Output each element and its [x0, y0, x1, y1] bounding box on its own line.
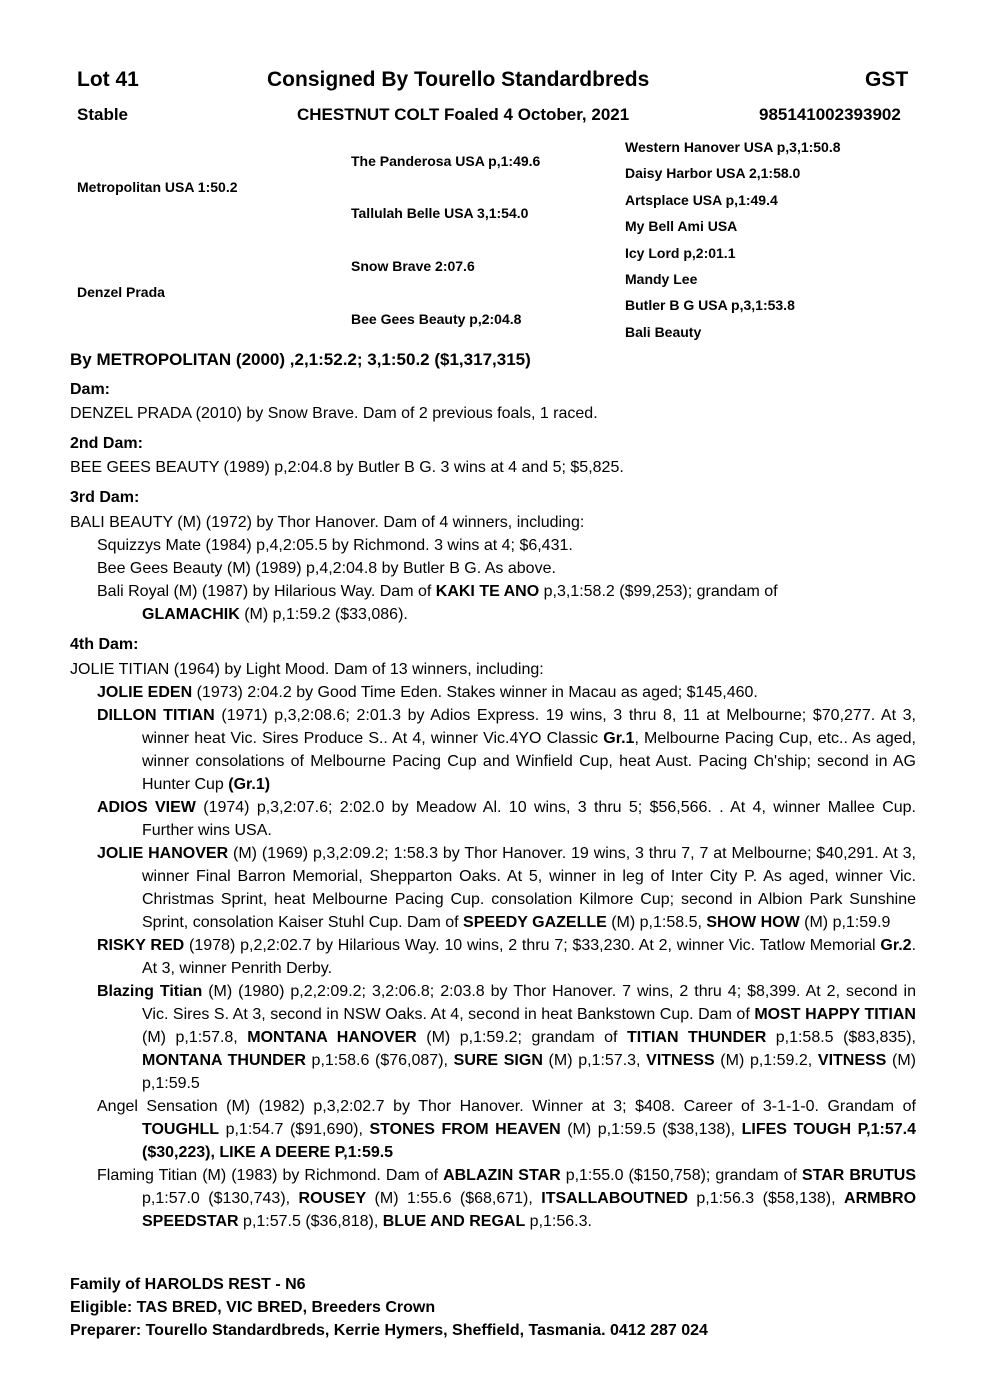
- fourth-dam-block: [70, 658, 916, 1233]
- dam-heading: Dam:: [70, 381, 111, 398]
- pedigree-g5: Icy Lord p,2:01.1: [625, 245, 736, 261]
- second-dam-heading: 2nd Dam:: [70, 435, 143, 452]
- second-dam-text: BEE GEES BEAUTY (1989) p,2:04.8 by Butler B G. 3 wins at 4 and 5; $5,825.: [70, 459, 624, 476]
- fourth-dam-heading: 4th Dam:: [70, 636, 139, 653]
- progeny-risky-red: RISKY RED (1978) p,2,2:02.7 by Hilarious Way. 10 wins, 2 thru 7; $33,230. At 2, winner Vic. Tatlow Memorial Gr.2. At 3, winner Penrith Derby.: [97, 937, 917, 977]
- lot-number: Lot 41: [77, 68, 139, 91]
- pedigree-g4: My Bell Ami USA: [625, 218, 738, 234]
- third-dam-block: [70, 511, 916, 626]
- pedigree-sire: Metropolitan USA 1:50.2: [77, 179, 238, 195]
- pedigree-g2: Daisy Harbor USA 2,1:58.0: [625, 165, 801, 181]
- progeny-flaming-titian: Flaming Titian (M) (1983) by Richmond. Dam of ABLAZIN STAR p,1:55.0 ($150,758); grandam of STAR BRUTUS p,1:57.0 ($130,743), ROUSEY (M) 1:55.6 ($68,671), ITSALLABOUTNED p,1:56.3 ($58,138), ARMBRO SPEEDSTAR p,1:57.5 ($36,818), BLUE AND REGAL p,1:56.3.: [97, 1167, 917, 1230]
- progeny-angel-sensation: Angel Sensation (M) (1982) p,3,2:02.7 by Thor Hanover. Winner at 3; $408. Career of 3-1-1-0. Grandam of TOUGHLL p,1:54.7 ($91,690), STONES FROM HEAVEN (M) p,1:59.5 ($38,138), LIFES TOUGH P,1:57.4 ($30,223), LIKE A DEERE P,1:59.5: [97, 1098, 916, 1161]
- pedigree-g3: Artsplace USA p,1:49.4: [625, 192, 778, 208]
- pedigree-g6: Mandy Lee: [625, 271, 698, 287]
- pedigree-g1: Western Hanover USA p,3,1:50.8: [625, 139, 841, 155]
- third-dam-heading: 3rd Dam:: [70, 489, 140, 506]
- stable-label: Stable: [77, 105, 129, 124]
- pedigree-g8: Bali Beauty: [625, 324, 702, 340]
- gst-label: GST: [865, 68, 909, 91]
- pedigree-sire-dam: Tallulah Belle USA 3,1:54.0: [351, 205, 529, 221]
- pedigree-sire-sire: The Panderosa USA p,1:49.6: [351, 153, 541, 169]
- third-dam-entry-3: Bali Royal (M) (1987) by Hilarious Way. Dam of KAKI TE ANO p,3,1:58.2 ($99,253); grandam of GLAMACHIK (M) p,1:59.2 ($33,086).: [97, 583, 778, 623]
- pedigree-dam-dam: Bee Gees Beauty p,2:04.8: [351, 311, 522, 327]
- progeny-dillon-titian: DILLON TITIAN (1971) p,3,2:08.6; 2:01.3 by Adios Express. 19 wins, 3 thru 8, 11 at Melbourne; $70,277. At 3, winner heat Vic. Sires Produce S.. At 4, winner Vic.4YO Classic Gr.1, Melbourne Pacing Cup, etc.. As aged, winner consolations of Melbourne Pacing Cup and Winfield Cup, heat Aust. Pacing Ch'ship; second in AG Hunter Cup (Gr.1): [97, 707, 917, 793]
- pedigree-dam-sire: Snow Brave 2:07.6: [351, 258, 475, 274]
- third-dam-entry-1: Squizzys Mate (1984) p,4,2:05.5 by Richmond. 3 wins at 4; $6,431.: [97, 537, 573, 554]
- family-line: Family of HAROLDS REST - N6: [70, 1276, 306, 1293]
- progeny-blazing-titian: Blazing Titian (M) (1980) p,2,2:09.2; 3,2:06.8; 2:03.8 by Thor Hanover. 7 wins, 2 thru 4; $8,399. At 2, second in Vic. Sires S. At 3, second in NSW Oaks. At 4, second in heat Bankstown Cup. Dam of MOST HAPPY TITIAN (M) p,1:57.8, MONTANA HANOVER (M) p,1:59.2; grandam of TITIAN THUNDER p,1:58.5 ($83,835), MONTANA THUNDER p,1:58.6 ($76,087), SURE SIGN (M) p,1:57.3, VITNESS (M) p,1:59.2, VITNESS (M) p,1:59.5: [97, 983, 917, 1092]
- consignor: Consigned By Tourello Standardbreds: [267, 68, 650, 91]
- horse-description: CHESTNUT COLT Foaled 4 October, 2021: [297, 105, 630, 124]
- fourth-dam-text: JOLIE TITIAN (1964) by Light Mood. Dam of 13 winners, including:: [70, 661, 544, 678]
- sire-line: By METROPOLITAN (2000) ,2,1:52.2; 3,1:50.2 ($1,317,315): [70, 350, 531, 369]
- third-dam-entry-2: Bee Gees Beauty (M) (1989) p,4,2:04.8 by Butler B G. As above.: [97, 560, 556, 577]
- preparer-line: Preparer: Tourello Standardbreds, Kerrie Hymers, Sheffield, Tasmania. 0412 287 024: [70, 1322, 708, 1339]
- dam-text: DENZEL PRADA (2010) by Snow Brave. Dam of 2 previous foals, 1 raced.: [70, 405, 598, 422]
- progeny-jolie-eden: JOLIE EDEN (1973) 2:04.2 by Good Time Eden. Stakes winner in Macau as aged; $145,460.: [97, 684, 758, 701]
- pedigree-dam: Denzel Prada: [77, 284, 165, 300]
- pedigree-g7: Butler B G USA p,3,1:53.8: [625, 297, 795, 313]
- microchip-number: 985141002393902: [759, 105, 901, 124]
- third-dam-text: BALI BEAUTY (M) (1972) by Thor Hanover. Dam of 4 winners, including:: [70, 514, 585, 531]
- progeny-jolie-hanover: JOLIE HANOVER (M) (1969) p,3,2:09.2; 1:58.3 by Thor Hanover. 19 wins, 3 thru 7, 7 at Melbourne; $40,291. At 3, winner Final Barron Memorial, Shepparton Oaks. At 5, winner in leg of Inter City P. As aged, winner Vic. Christmas Sprint, heat Melbourne Pacing Cup. consolation Kilmore Cup; second in Albion Park Sunshine Sprint, consolation Kaiser Stuhl Cup. Dam of SPEEDY GAZELLE (M) p,1:58.5, SHOW HOW (M) p,1:59.9: [97, 845, 917, 931]
- eligible-line: Eligible: TAS BRED, VIC BRED, Breeders Crown: [70, 1299, 436, 1316]
- progeny-adios-view: ADIOS VIEW (1974) p,3,2:07.6; 2:02.0 by Meadow Al. 10 wins, 3 thru 5; $56,566. . At 4, winner Mallee Cup. Further wins USA.: [97, 799, 916, 839]
